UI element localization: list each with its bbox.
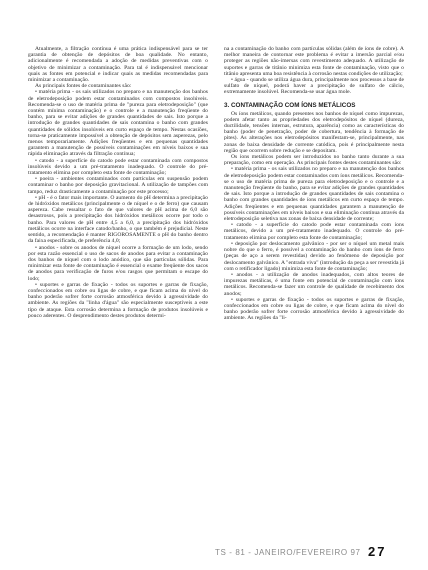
list-item: • poeira - ambientes contaminados com partículas em suspensão podem contaminar o banho por deposição gravitacional. A utilização de tampões com tampo, reduz drasticamente a contaminação por este processo; (28, 176, 208, 195)
list-item: • matéria prima - os sais utilizados no preparo e na manutenção dos banhos de eletrodeposição podem estar contaminados com compostos insolúveis. Recomenda-se o uso de matéria prima de "pureza para eletrodeposição" (que contém mínima contaminação) e o controle e a manutenção freqüente do banho, para se evitar adições de grandes quantidades de sais. Isto porque a introdução de grandes quantidades de sais contamina o banho com grandes quantidades de sólidos insolúveis em curto espaço de tempo. Nestas ocasiões, torna-se praticamente impossível a obtenção de depósitos sem asperezas, pelo menos temporariamente. Adições freqüentes e em pequenas quantidades garantem a manutenção de possíveis contaminações em níveis baixos e sua rápida eliminação através da filtração contínua; (28, 89, 208, 158)
list-item: • matéria prima - os sais utilizados no preparo e na manutenção dos banhos de eletrodeposição podem estar contaminados com íons metálicos. Recomenda-se o uso de matéria prima de pureza para eletrodeposição e o controle e a manutenção freqüente do banho, para se evitar adições de grandes quantidades de sais. Isto porque a introdução de grandes quantidades de sais contamina o banho com grandes quantidades de íons metálicos em curto espaço de tempo. Adições freqüentes e em pequenas quantidades garantem a manutenção de possíveis contaminações em níveis baixos e sua eliminação contínua através da eletrodeposição seletiva nas zonas de baixa densidade de corrente; (224, 166, 404, 223)
list-item: • suportes e garras de fixação - todos os suportes e garras de fixação, confeccionados em cobre ou ligas de cobre, e que ficam acima do nível do banho poderão sofrer forte corrosão atmosférica devido à agressividade do ambiente. As regiões da "linha d'água" são especialmente susceptíveis a este tipo de ataque. Esta corrosão determina a formação de produtos insolúveis e pouco aderentes. O desprendimento destes produtos determi- (28, 281, 208, 319)
article-body (28, 46, 404, 526)
list-item: • anodos - a utilização de anodos inadequados, com altos teores de impurezas metálicas, é uma fonte em potencial de contaminação com íons metálicos. Recomenda-se fazer um controle de qualidade de recebimento dos anodos; (224, 271, 404, 297)
paragraph: Atualmente, a filtração contínua é uma prática indispensável para se ter garantia de obtenção de depósitos de boa qualidade. No entanto, adicionalmente é recomendada a adoção de medidas preventivas com o objetivo de minimizar a contaminação. Para tal é indispensável mencionar quais as fontes em potencial e indicar quais as medidas recomendadas para minimizar a contaminação. (28, 46, 208, 84)
paragraph: As principais fontes de contaminantes são: (35, 83, 132, 90)
right-column (224, 46, 404, 322)
page-footer: TS - 81 - JANEIRO/FEVEREIRO 97 (215, 548, 361, 557)
left-column (28, 46, 208, 319)
list-item: • suportes e garras de fixação - todos os suportes e garras de fixação, confeccionados em cobre ou ligas de cobre, e que ficam acima do nível do banho poderão sofrer forte corrosão atmosférica devido à agressividade do ambiente. As regiões da "li- (224, 296, 404, 322)
list-item: • catodo - a superfície do catodo pode estar contaminada com compostos insolúveis devido a um pré-tratamento inadequado. O controle do pré-tratamento elimina por completo esta fonte de contaminação; (28, 157, 208, 177)
page-number: 27 (368, 544, 387, 559)
list-item: • anodos - sobre os anodos de níquel ocorre a formação de um lodo, sendo por esta razão essencial o uso de sacos de anodos para evitar a contaminação dos banhos de níquel com o lodo anódico, que são partículas sólidas. Para minimizar esta fonte de contaminação é essencial o exame freqüente dos sacos de anodos para verificação de furos e/ou rasgos que permitam o escape do lodo; (28, 244, 208, 282)
section-heading: 3. CONTAMINAÇÃO COM ÍONS METÁLICOS (224, 101, 356, 109)
list-item: • pH - é o fator mais importante. O aumento do pH determina a precipitação de hidróxidos metálicos (principalmente o de níquel e o de ferro) que causam aspereza. Cabe ressaltar o fato de que valores de pH acima de 6,0 são desastrosos, pois a precipitação dos hidróxidos metálicos ocorre por todo o banho. Para valores de pH entre 4,5 a 6,0, a precipitação dos hidróxidos metálicos ocorre na interface catodo/banho, o que também é prejudicial. Neste sentido, a recomendação é manter RIGOROSAMENTE o pH do banho dentro da faixa especificada, de preferência 4,0; (28, 194, 208, 245)
paragraph: Os íons metálicos podem ser introduzidos no banho tanto durante a sua preparação, como em operação. As principais fontes destes contaminantes são: (224, 154, 404, 167)
paragraph: na a contaminação do banho com partículas sólidas (além de íons de cobre). A melhor maneira de contornar este problema é evitar a imersão parcial e/ou proteger as regiões não-imersas com revestimento adequado. A utilização de suportes e garras de titânio minimiza esta fonte de contaminação, visto que o titânio apresenta uma boa resistência à corrosão nestas condições de utilização; (224, 46, 404, 77)
list-item: • água - quando se utiliza água dura, principalmente nos processos a base de sulfato de níquel, poderá haver a precipitação de sulfato de cálcio, extremamente insolúvel. Recomenda-se usar água mole. (224, 77, 404, 96)
list-item: • catodo - a superfície do catodo pode estar contaminada com íons metálicos, devido a um pré-tratamento inadequado. O controle do pré-tratamento elimina por completo esta fonte de contaminação; (224, 222, 404, 241)
paragraph: Os íons metálicos, quando presentes nos banhos de níquel como impurezas, podem afetar tanto as propriedades dos eletrodepósitos de níquel (dureza, ductilidade, tensões internas, estrutura, aparência) como as características do banho (poder de penetração, poder de cobertura, tendência à formação de pites). As alterações nos eletrodepósitos manifestam-se, principalmente, nas zonas de baixa densidade de corrente catódica, pois é principalmente nesta região que ocorrem sobre redução e se depositam. (224, 110, 404, 154)
list-item: • deposição por deslocamento galvânico - por ser o níquel um metal mais nobre do que o ferro, é possível a contaminação do banho com íons de ferro (peças de aço a serem revestidas) devido ao fenômeno de deposição por deslocamento galvânico. A "entrada viva" (introdução da peça a ser revestida já com o retificador ligado) minimiza esta fonte de contaminação; (224, 240, 404, 272)
